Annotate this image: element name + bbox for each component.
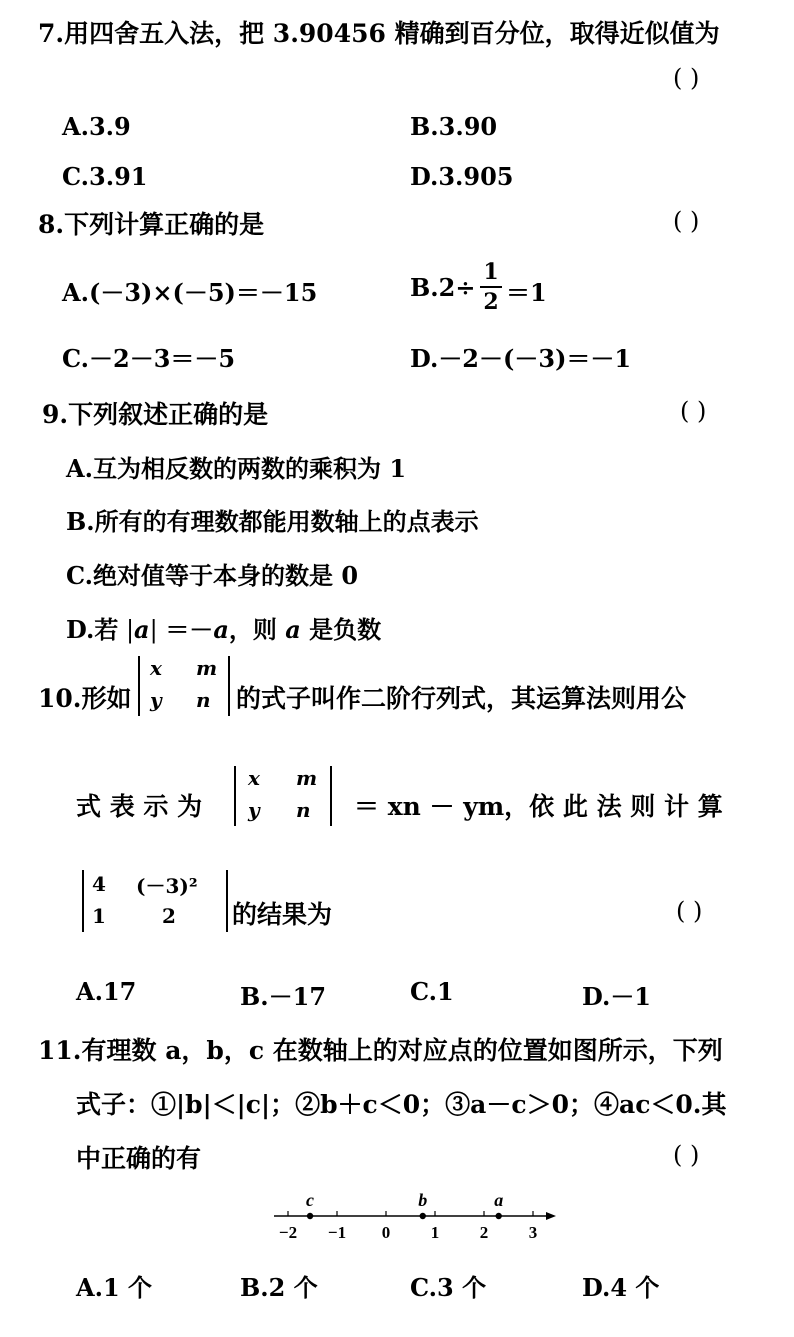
q8-fraction-denominator: 2 <box>483 289 499 315</box>
q10-line2-prefix: 式 表 示 为 <box>76 792 203 821</box>
q8-fraction-numerator: 1 <box>483 259 499 285</box>
q10-option-b: B.－17 <box>240 982 327 1011</box>
q8-option-b-prefix: B.2÷ <box>410 273 476 302</box>
q7-answer-paren: ( ) <box>673 64 700 92</box>
q7-stem: 7.用四舍五入法，把 3.90456 精确到百分位，取得近似值为 <box>38 19 720 48</box>
det2-m: m <box>296 766 318 790</box>
q8-option-c: C.－2－3＝－5 <box>62 344 236 373</box>
number-line-tick-label: 0 <box>381 1223 391 1242</box>
q11-option-c: C.3 个 <box>410 1273 487 1302</box>
q8-option-a: A.(－3)×(－5)＝－15 <box>62 278 318 307</box>
q10-option-c: C.1 <box>410 977 454 1006</box>
det2-n: n <box>296 798 311 822</box>
det-x: x <box>150 656 162 680</box>
q11-answer-paren: ( ) <box>673 1141 700 1169</box>
det3-a21: 1 <box>92 904 106 928</box>
number-line-tick-label: −1 <box>327 1223 347 1242</box>
det3-a12: (－3)² <box>136 874 198 898</box>
number-line-point-a <box>496 1213 502 1219</box>
q10-determinant-generic <box>138 656 230 716</box>
q10-determinant-numeric <box>82 870 228 932</box>
number-line-point-label-a: a <box>494 1190 504 1210</box>
q9-d-var2: a <box>285 615 301 644</box>
q7-option-c: C.3.91 <box>62 162 148 191</box>
q9-answer-paren: ( ) <box>680 397 707 425</box>
q11-line1: 11.有理数 a，b，c 在数轴上的对应点的位置如图所示，下列 <box>38 1036 723 1065</box>
q11-option-a: A.1 个 <box>76 1273 153 1302</box>
det2-x: x <box>248 766 260 790</box>
number-line-point-c <box>307 1213 313 1219</box>
q9-d-prefix: D.若 <box>66 615 119 644</box>
q11-option-b: B.2 个 <box>240 1273 318 1302</box>
q9-stem: 9.下列叙述正确的是 <box>42 400 269 429</box>
q10-option-a: A.17 <box>76 977 137 1006</box>
number-line-tick-label: 1 <box>430 1223 440 1242</box>
det2-y: y <box>248 798 260 822</box>
q7-option-a: A.3.9 <box>62 112 131 141</box>
q8-option-d: D.－2－(－3)＝－1 <box>410 344 632 373</box>
q9-d-var: a <box>213 615 229 644</box>
q11-line2: 式子：①|b|＜|c|；②b＋c＜0；③a－c＞0；④ac＜0.其 <box>76 1090 727 1119</box>
q11-line3: 中正确的有 <box>76 1144 202 1173</box>
q8-answer-paren: ( ) <box>673 207 700 235</box>
q9-d-end: 是负数 <box>309 615 382 644</box>
number-line-arrow <box>546 1212 556 1220</box>
q7-option-d: D.3.905 <box>410 162 514 191</box>
q10-line3-suffix: 的结果为 <box>232 900 333 929</box>
det3-a11: 4 <box>92 872 106 896</box>
det-y: y <box>150 688 162 712</box>
q8-option-b-suffix: ＝1 <box>506 278 547 307</box>
det-n: n <box>196 688 211 712</box>
q9-d-comma: ，则 <box>228 615 277 644</box>
q10-determinant-formula <box>234 766 332 826</box>
number-line-tick-label: 3 <box>528 1223 538 1242</box>
q9-option-d: D.若 |a| ＝－a，则 a 是负数 <box>66 615 382 644</box>
q9-d-abs-var: a <box>134 615 150 644</box>
number-line-figure <box>260 1182 570 1252</box>
q9-option-b: B.所有的有理数都能用数轴上的点表示 <box>66 507 479 536</box>
q9-option-a: A.互为相反数的两数的乘积为 1 <box>66 454 407 483</box>
q10-stem-suffix: 的式子叫作二阶行列式，其运算法则用公 <box>236 684 687 713</box>
number-line-point-label-b: b <box>418 1190 428 1210</box>
q10-stem-prefix: 10.形如 <box>38 684 132 713</box>
det-m: m <box>196 656 218 680</box>
det3-a22: 2 <box>162 904 176 928</box>
q9-d-mid: ＝－ <box>165 615 214 644</box>
number-line-tick-label: −2 <box>278 1223 298 1242</box>
q10-line2-suffix: ＝ xn － ym，依 此 法 则 计 算 <box>354 792 723 821</box>
q8-option-b-fraction <box>480 259 502 315</box>
q10-option-d: D.－1 <box>582 982 652 1011</box>
q10-answer-paren: ( ) <box>676 897 703 925</box>
q7-option-b: B.3.90 <box>410 112 498 141</box>
number-line-tick-label: 2 <box>479 1223 489 1242</box>
q9-option-c: C.绝对值等于本身的数是 0 <box>66 561 359 590</box>
number-line-point-label-c: c <box>306 1190 315 1210</box>
number-line-point-b <box>420 1213 426 1219</box>
q8-stem: 8.下列计算正确的是 <box>38 210 265 239</box>
q11-option-d: D.4 个 <box>582 1273 660 1302</box>
